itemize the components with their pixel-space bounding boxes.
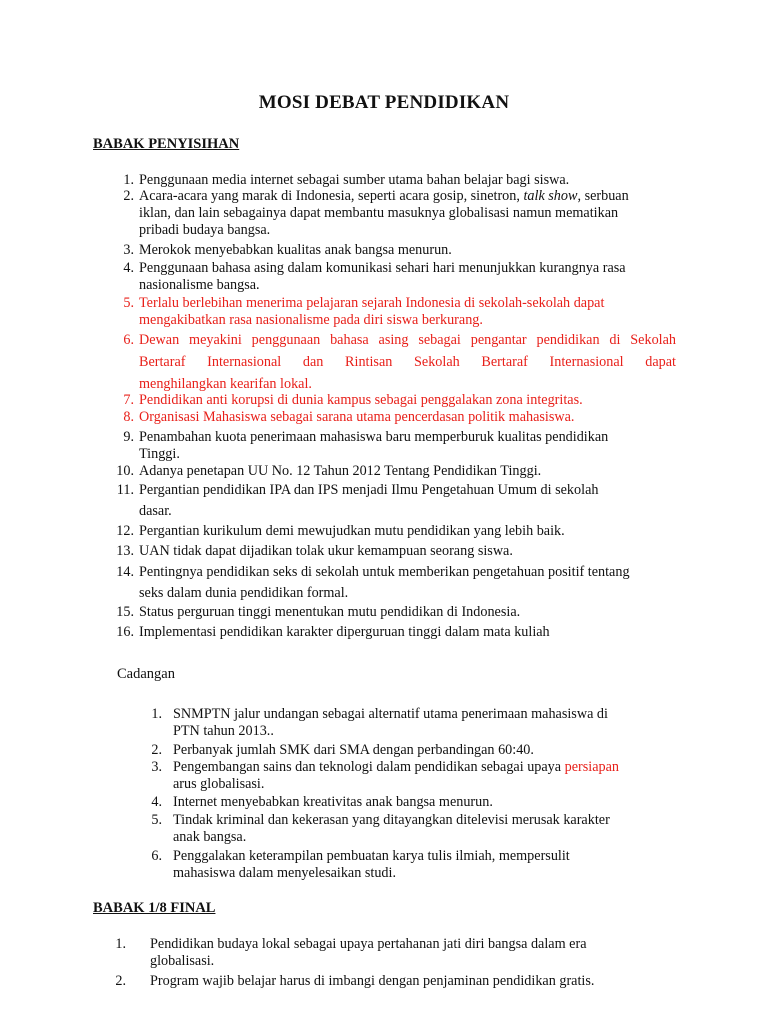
list-item-number: 9. <box>123 429 134 445</box>
list-item-number: 12. <box>116 523 134 539</box>
list-item-text <box>173 794 673 811</box>
list-item-text <box>150 936 670 970</box>
list-item-number: 1. <box>151 706 162 722</box>
section-heading-final: BABAK 1/8 FINAL <box>93 900 216 916</box>
list-item-line: Pentingnya pendidikan seks di sekolah untuk memberikan pengetahuan positif tentang <box>139 564 630 580</box>
list-item-number: 13. <box>116 543 134 559</box>
list-item-line: Acara-acara yang marak di Indonesia, seperti acara gosip, sinetron, talk show, serbuan <box>139 188 629 204</box>
list-item-number: 2. <box>115 973 126 989</box>
list-item-text <box>173 759 673 793</box>
list-item-text <box>139 523 676 540</box>
list-item-line: Pendidikan anti korupsi di dunia kampus sebagai penggalakan zona integritas. <box>139 392 583 408</box>
list-item-line: Implementasi pendidikan karakter diperguruan tinggi dalam mata kuliah <box>139 624 550 640</box>
list-item-line: Pengembangan sains dan teknologi dalam pendidikan sebagai upaya persiapan <box>173 759 619 775</box>
section-heading-cadangan: Cadangan <box>117 666 175 682</box>
list-item-line: iklan, dan lain sebagainya dapat membantu masuknya globalisasi namun mematikan <box>139 205 619 221</box>
list-item-line: Dewan meyakini penggunaan bahasa asing sebagai pengantar pendidikan di Sekolah <box>139 332 676 348</box>
list-item-number: 1. <box>123 172 134 188</box>
list-item-line: dasar. <box>139 503 172 519</box>
list-item-line: anak bangsa. <box>173 829 247 845</box>
list-item-line: SNMPTN jalur undangan sebagai alternatif utama penerimaan mahasiswa di <box>173 706 608 722</box>
list-item-line: Tindak kriminal dan kekerasan yang ditayangkan ditelevisi merusak karakter <box>173 812 610 828</box>
list-item-text <box>173 812 673 846</box>
list-item-line: PTN tahun 2013.. <box>173 723 274 739</box>
list-item-text <box>139 463 676 480</box>
list-item-number: 15. <box>116 604 134 620</box>
list-item-line: arus globalisasi. <box>173 776 265 792</box>
list-item-text <box>139 332 676 393</box>
list-item-number: 2. <box>151 742 162 758</box>
section-heading-penyisihan: BABAK PENYISIHAN <box>93 136 240 152</box>
list-item-text <box>139 429 676 463</box>
list-item-line: Merokok menyebabkan kualitas anak bangsa menurun. <box>139 242 452 258</box>
list-item-line: Terlalu berlebihan menerima pelajaran sejarah Indonesia di sekolah-sekolah dapat <box>139 295 605 311</box>
list-item-line: Bertaraf Internasional dan Rintisan Sekolah Bertaraf Internasional dapat <box>139 354 676 370</box>
list-item-number: 3. <box>151 759 162 775</box>
list-item-number: 8. <box>123 409 134 425</box>
list-item-line: Status perguruan tinggi menentukan mutu pendidikan di Indonesia. <box>139 604 521 620</box>
list-item-number: 6. <box>123 332 134 348</box>
list-item-line: menghilangkan kearifan lokal. <box>139 376 312 392</box>
list-item-line: Perbanyak jumlah SMK dari SMA dengan perbandingan 60:40. <box>173 742 534 758</box>
list-item-line: Program wajib belajar harus di imbangi dengan penjaminan pendidikan gratis. <box>150 973 595 989</box>
list-item-text <box>139 624 676 641</box>
list-item-number: 14. <box>116 564 134 580</box>
list-item-line: Adanya penetapan UU No. 12 Tahun 2012 Tentang Pendidikan Tinggi. <box>139 463 542 479</box>
list-item-text <box>139 604 676 621</box>
list-item-line: nasionalisme bangsa. <box>139 277 260 293</box>
list-item-text <box>150 973 670 990</box>
list-item-line: globalisasi. <box>150 953 215 969</box>
list-item-number: 5. <box>123 295 134 311</box>
list-item-text <box>173 742 673 759</box>
list-item-number: 4. <box>151 794 162 810</box>
list-item-line: mengakibatkan rasa nasionalisme pada diri siswa berkurang. <box>139 312 483 328</box>
list-item-line: Pendidikan budaya lokal sebagai upaya pertahanan jati diri bangsa dalam era <box>150 936 587 952</box>
list-item-number: 1. <box>115 936 126 952</box>
list-item-number: 10. <box>116 463 134 479</box>
list-item-text <box>139 482 676 520</box>
list-item-line: seks dalam dunia pendidikan formal. <box>139 585 349 601</box>
list-item-text <box>139 188 676 239</box>
list-item-number: 11. <box>116 482 134 498</box>
list-item-text <box>139 409 676 426</box>
list-item-text <box>139 392 676 409</box>
list-item-number: 4. <box>123 260 134 276</box>
list-item-line: Internet menyebabkan kreativitas anak bangsa menurun. <box>173 794 493 810</box>
list-item-text <box>139 242 676 259</box>
list-item-text <box>173 706 673 740</box>
highlighted-word: persiapan <box>564 759 619 775</box>
list-item-number: 5. <box>151 812 162 828</box>
list-item-line: Penggunaan bahasa asing dalam komunikasi sehari hari menunjukkan kurangnya rasa <box>139 260 626 276</box>
list-item-line: UAN tidak dapat dijadikan tolak ukur kemampuan seorang siswa. <box>139 543 513 559</box>
list-item-number: 6. <box>151 848 162 864</box>
list-item-line: pribadi budaya bangsa. <box>139 222 271 238</box>
list-item-text <box>139 172 676 189</box>
list-item-line: Penambahan kuota penerimaan mahasiswa baru memperburuk kualitas pendidikan <box>139 429 609 445</box>
list-item-line: Organisasi Mahasiswa sebagai sarana utama pencerdasan politik mahasiswa. <box>139 409 575 425</box>
list-item-line: Tinggi. <box>139 446 180 462</box>
page-title: MOSI DEBAT PENDIDIKAN <box>258 92 510 113</box>
list-item-line: Penggunaan media internet sebagai sumber utama bahan belajar bagi siswa. <box>139 172 570 188</box>
list-item-number: 7. <box>123 392 134 408</box>
list-item-line: Pergantian kurikulum demi mewujudkan mutu pendidikan yang lebih baik. <box>139 523 565 539</box>
list-item-text <box>139 564 676 602</box>
list-item-line: Penggalakan keterampilan pembuatan karya tulis ilmiah, mempersulit <box>173 848 570 864</box>
list-item-text <box>173 848 673 882</box>
list-item-line: mahasiswa dalam menyelesaikan studi. <box>173 865 396 881</box>
list-item-text <box>139 543 676 560</box>
list-item-line: Pergantian pendidikan IPA dan IPS menjadi Ilmu Pengetahuan Umum di sekolah <box>139 482 599 498</box>
list-item-number: 16. <box>116 624 134 640</box>
list-item-number: 3. <box>123 242 134 258</box>
list-item-text <box>139 295 676 329</box>
list-item-text <box>139 260 676 294</box>
list-item-number: 2. <box>123 188 134 204</box>
